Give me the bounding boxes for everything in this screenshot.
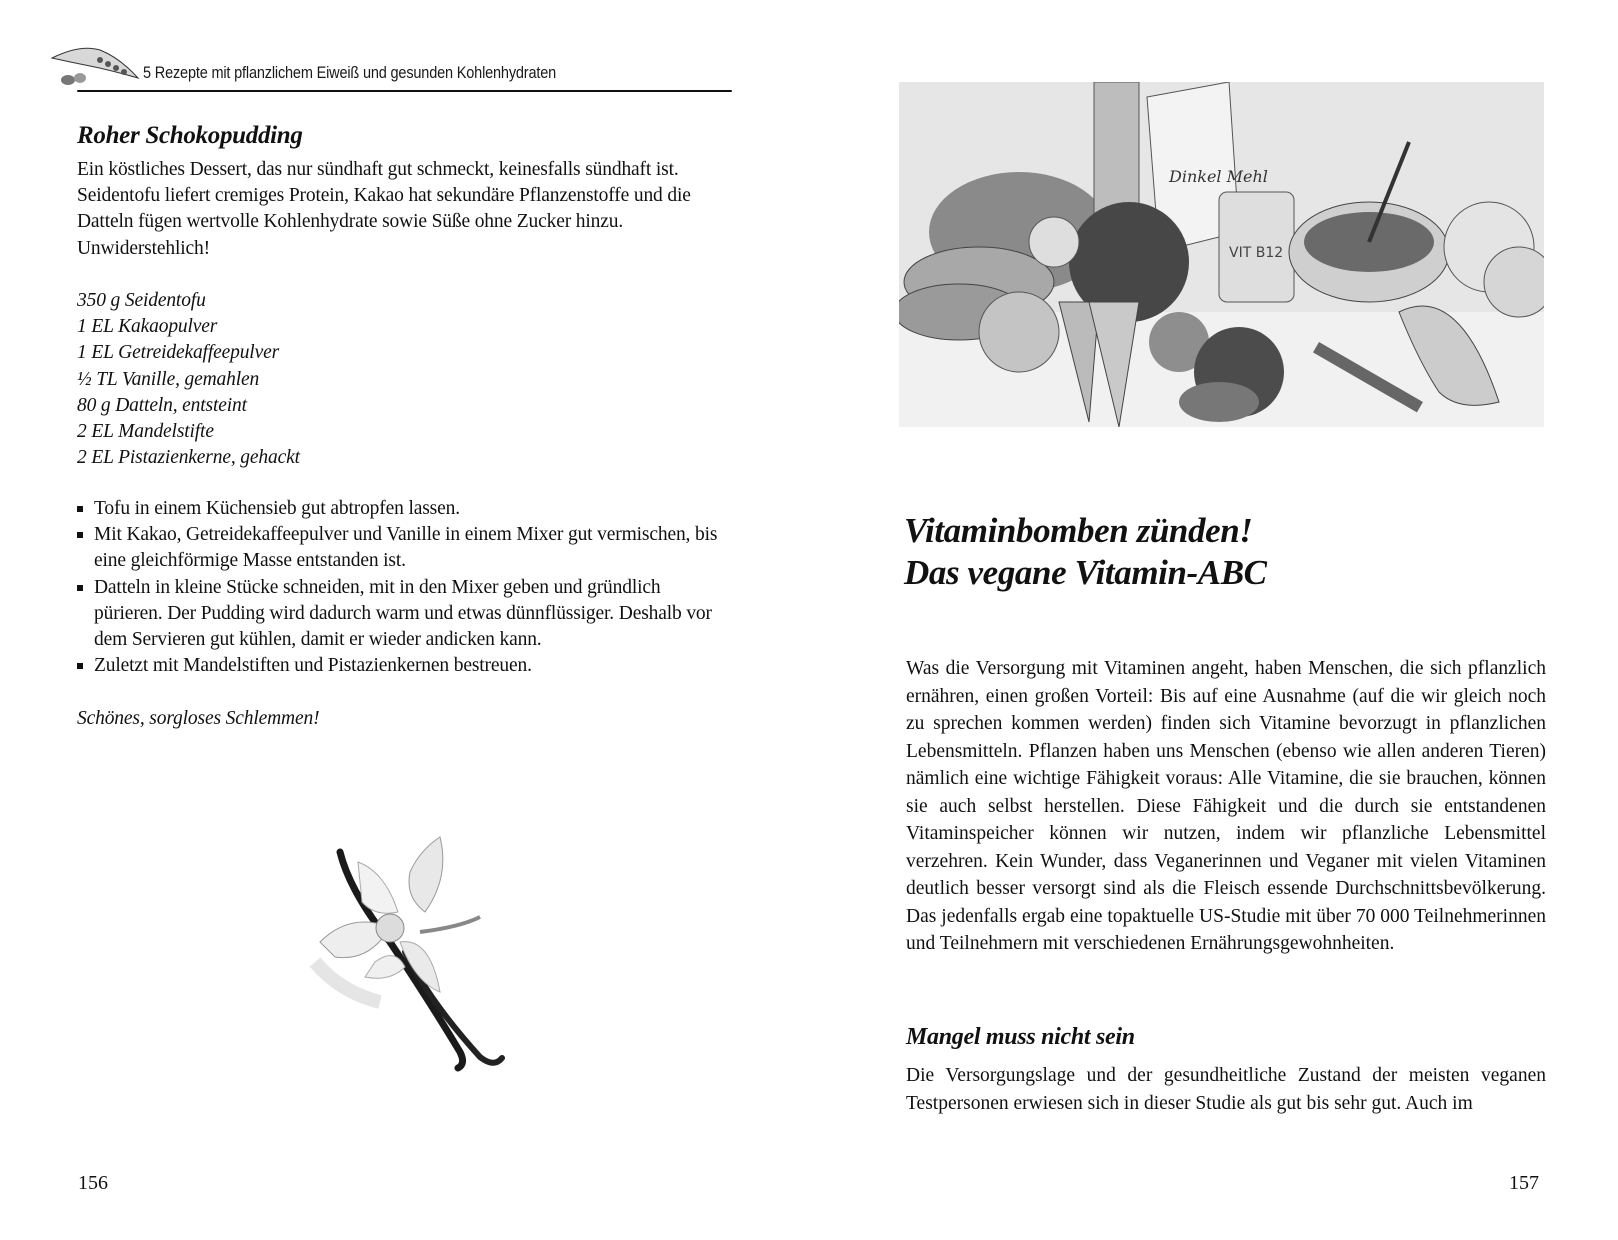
chapter-title-line1: Vitaminbomben zünden! xyxy=(904,511,1253,550)
body-paragraph: Was die Versorgung mit Vitaminen angeht, haben Menschen, die sich pflanzlich ernähren, einen großen Vorteil: Bis auf eine Ausnahme (auf die wir gleich noch zu sprechen kommen werden) finden sich Vitamine bevorzugt in pflanzlichen Lebensmitteln. Pflanzen haben uns Menschen (ebenso wie allen anderen Tieren) nämlich eine wichtige Fähigkeit voraus: Alle Vitamine, die sie brauchen, können sie auch selbst herstellen. Diese Fähigkeit und die durch sie entstandenen Vitaminspeicher können wir nutzen, indem wir pflanzliche Lebensmittel verzehren. Kein Wunder, dass Veganerinnen und Veganer mit vielen Vitaminen deutlich besser versorgt sind als die Fleisch essende Durchschnittsbevölkerung. Das jedenfalls ergab eine topaktuelle US-Studie mit über 70 000 Teilnehmerinnen und Teilnehmern mit verschiedenen Ernährungsgewohnheiten. xyxy=(906,658,1546,954)
chapter-title-line2: Das vegane Vitamin-ABC xyxy=(904,553,1267,592)
page-number: 156 xyxy=(78,1172,108,1194)
square-bullet-icon xyxy=(77,663,83,669)
step-text: Mit Kakao, Getreidekaffeepulver und Vanille in einem Mixer gut vermischen, bis eine gleichförmige Masse entstanden ist. xyxy=(94,524,718,572)
step-item xyxy=(77,522,727,574)
step-item xyxy=(77,653,727,679)
step-item xyxy=(77,575,727,654)
section-subheading: Mangel muss nicht sein xyxy=(906,1024,1135,1050)
right-page xyxy=(809,0,1618,1240)
body-paragraph: Die Versorgungslage und der gesundheitliche Zustand der meisten veganen Testpersonen erwiesen sich in dieser Studie als gut bis sehr gut. Auch im xyxy=(906,1065,1546,1114)
page-number: 157 xyxy=(1509,1172,1539,1194)
closing-line: Schönes, sorgloses Schlemmen! xyxy=(77,708,320,729)
illustration-label: Dinkel Mehl xyxy=(1169,167,1268,186)
square-bullet-icon xyxy=(77,585,83,591)
ingredient-item: ½ TL Vanille, gemahlen xyxy=(77,368,260,390)
recipe-title: Roher Schokopudding xyxy=(77,122,303,149)
ingredient-item: 1 EL Kakaopulver xyxy=(77,316,218,338)
preparation-steps xyxy=(77,496,727,679)
ingredient-item: 2 EL Pistazienkerne, gehackt xyxy=(77,447,300,469)
ingredient-item: 80 g Datteln, entsteint xyxy=(77,394,247,416)
pea-pod-icon xyxy=(50,40,142,90)
ingredient-item: 2 EL Mandelstifte xyxy=(77,421,214,443)
chapter-title xyxy=(904,510,1267,594)
ingredient-item: 350 g Seidentofu xyxy=(77,290,206,311)
ingredient-item: 1 EL Getreidekaffeepulver xyxy=(77,342,280,364)
running-header-title: 5 Rezepte mit pflanzlichem Eiweiß und gesunden Kohlenhydraten xyxy=(143,64,557,82)
square-bullet-icon xyxy=(77,506,83,512)
step-text: Tofu in einem Küchensieb gut abtropfen lassen. xyxy=(94,498,460,519)
step-text: Datteln in kleine Stücke schneiden, mit in den Mixer geben und gründlich pürieren. Der Pudding wird dadurch warm und etwas dünnflüssiger. Deshalb vor dem Servieren gut kühlen, damit er wieder andicken kann. xyxy=(94,576,712,651)
illustration-label: VIT B12 xyxy=(1229,245,1284,261)
vanilla-flower-illustration xyxy=(280,832,540,1092)
step-text: Zuletzt mit Mandelstiften und Pistazienkernen bestreuen. xyxy=(94,655,532,677)
ingredient-list xyxy=(77,288,477,471)
square-bullet-icon xyxy=(77,532,83,538)
recipe-intro: Ein köstliches Dessert, das nur sündhaft gut schmeckt, keinesfalls sündhaft ist. Seidentofu liefert cremiges Protein, Kakao hat sekundäre Pflanzenstoffe und die Datteln fügen wertvolle Kohlenhydrate sowie Süße ohne Zucker hinzu. Unwiderstehlich! xyxy=(77,159,691,259)
vegan-foods-still-life-illustration xyxy=(899,82,1544,427)
header-rule xyxy=(77,90,732,92)
step-item xyxy=(77,496,727,522)
